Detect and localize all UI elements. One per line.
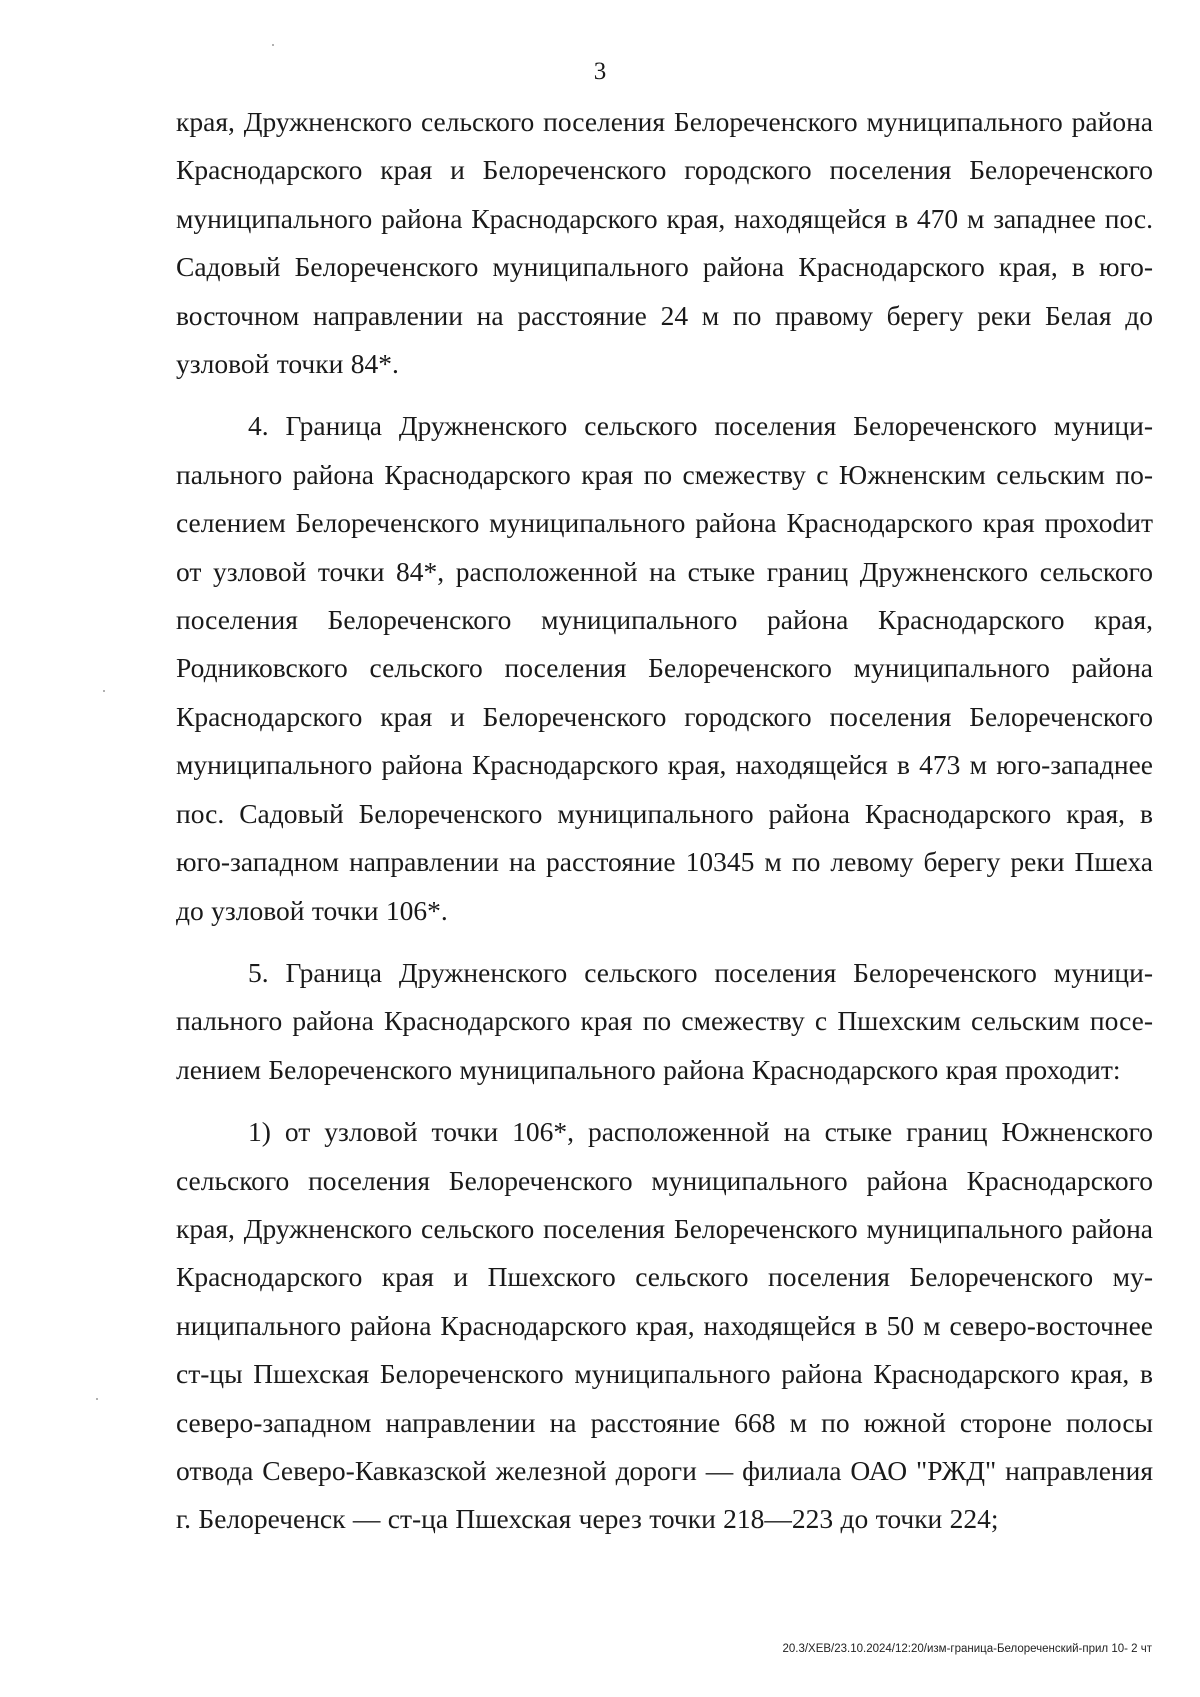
footer-reference: 20.3/ХЕВ/23.10.2024/12:20/изм-граница-Белореченский-прил 10- 2 чт	[782, 1643, 1152, 1655]
document-body	[176, 98, 1153, 1544]
scan-speck	[96, 1398, 98, 1400]
paragraph-item-1: 1) от узловой точки 106*, расположенной на стыке границ Южненского сельского поселения Белореченского муниципального района Краснодарского края, Дружненского сельского поселения Белореченского муниципального района Краснодарского края и Пшехского сельского поселения Белореченского муниципального района Краснодарского края, находящейся в 50 м северо-восточнее ст-цы Пшехская Белореченского муниципального района Краснодарского края, в северо-западном направлении на расстояние 668 м по южной стороне полосы отвода Северо-Кавказской железной дороги — филиала ОАО "РЖД" направления г. Белореченск — ст-ца Пшехская через точки 218—223 до точки 224;	[176, 1116, 1153, 1535]
paragraph-section-4: 4. Граница Дружненского сельского поселения Белореченского муниципального района Краснодарского края по смежеству с Южненским сельским поселением Белореченского муниципального района Краснодарского края прохоdит от узловой точки 84*, расположенной на стыке границ Дружненского сельского поселения Белореченского муниципального района Краснодарского края, Родниковского сельского поселения Белореченского муниципального района Краснодарского края и Белореченского городского поселения Белореченского муниципального района Краснодарского края, находящейся в 473 м юго-западнее пос. Садовый Белореченского муниципального района Краснодарского края, в юго-западном направлении на расстояние 10345 м по левому берегу реки Пшеха до узловой точки 106*.	[176, 410, 1153, 926]
paragraph-continuation: края, Дружненского сельского поселения Белореченского муниципального района Краснодарского края и Белореченского городского поселения Белореченского муниципального района Краснодарского края, находящейся в 470 м западнее пос. Садовый Белореченского муниципального района Краснодарского края, в юго-восточном направлении на расстояние 24 м по правому берегу реки Белая до узловой точки 84*.	[176, 106, 1153, 380]
scan-speck	[103, 690, 105, 692]
scan-speck	[272, 44, 274, 46]
page-number: 3	[593, 58, 607, 85]
paragraph-section-5: 5. Граница Дружненского сельского поселения Белореченского муниципального района Краснодарского края по смежеству с Пшехским сельским поселением Белореченского муниципального района Краснодарского края проходит:	[176, 956, 1153, 1085]
